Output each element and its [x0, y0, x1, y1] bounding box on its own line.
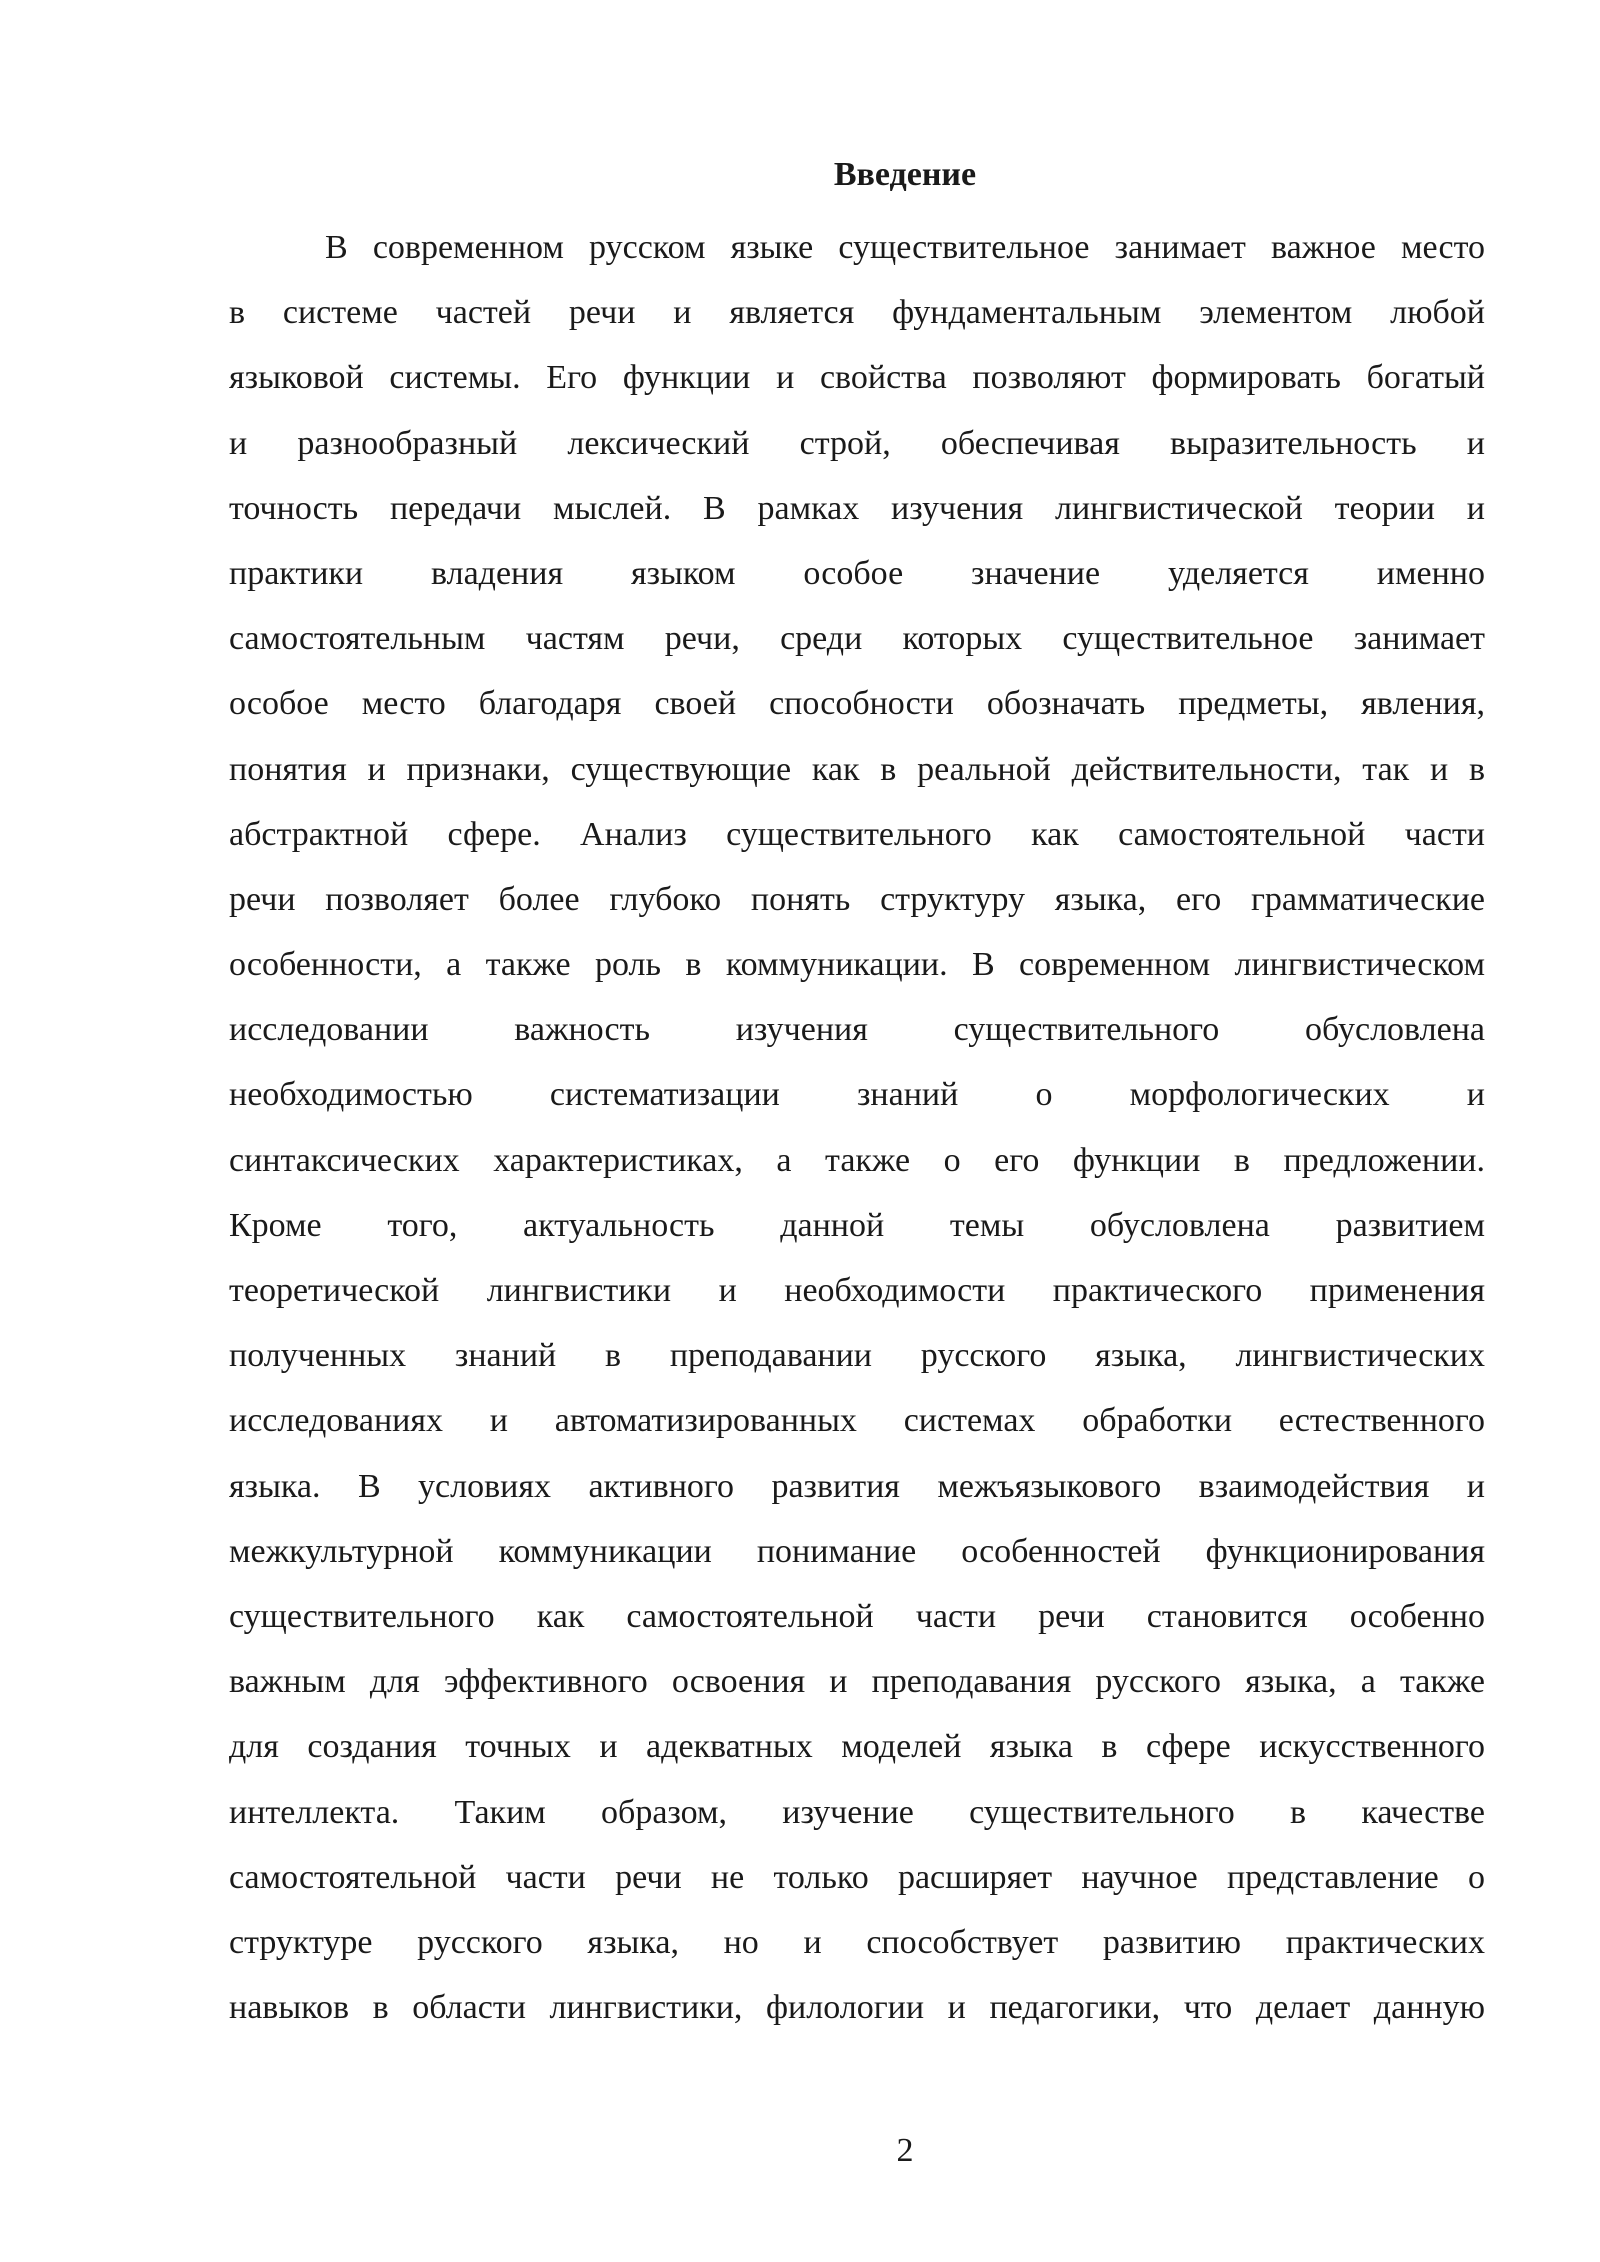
text-line: В современном русском языке существительное занимает важное место [325, 229, 1485, 266]
text-line: особенности, а также роль в коммуникации. В современном лингвистическом [229, 946, 1485, 984]
text-line: и разнообразный лексический строй, обеспечивая выразительность и [229, 424, 1485, 462]
text-line: самостоятельным частям речи, среди которых существительное занимает [229, 620, 1485, 658]
text-line: существительного как самостоятельной части речи становится особенно [229, 1597, 1485, 1635]
text-line: понятия и признаки, существующие как в реальной действительности, так и в [229, 750, 1485, 788]
text-line: в системе частей речи и является фундаментальным элементом любой [229, 294, 1485, 332]
text-line: структуре русского языка, но и способствует развитию практических [229, 1923, 1485, 1961]
text-line: исследованиях и автоматизированных системах обработки естественного [229, 1402, 1485, 1440]
text-line: необходимостью систематизации знаний о морфологических и [229, 1076, 1485, 1114]
text-line: исследовании важность изучения существительного обусловлена [229, 1011, 1485, 1049]
text-line: навыков в области лингвистики, филологии и педагогики, что делает данную [229, 1989, 1485, 2027]
text-line: интеллекта. Таким образом, изучение существительного в качестве [229, 1793, 1485, 1831]
text-line: полученных знаний в преподавании русского языка, лингвистических [229, 1337, 1485, 1375]
text-line: абстрактной сфере. Анализ существительного как самостоятельной части [229, 815, 1485, 853]
text-line: самостоятельной части речи не только расширяет научное представление о [229, 1858, 1485, 1896]
text-line: Кроме того, актуальность данной темы обусловлена развитием [229, 1206, 1485, 1244]
page-number: 2 [896, 2132, 914, 2169]
text-line: для создания точных и адекватных моделей языка в сфере искусственного [229, 1728, 1485, 1766]
text-line: языковой системы. Его функции и свойства позволяют формировать богатый [229, 359, 1485, 397]
section-heading: Введение [833, 156, 977, 193]
text-line: практики владения языком особое значение уделяется именно [229, 554, 1485, 592]
text-line: важным для эффективного освоения и преподавания русского языка, а также [229, 1663, 1485, 1701]
text-line: межкультурной коммуникации понимание особенностей функционирования [229, 1532, 1485, 1570]
text-line: особое место благодаря своей способности обозначать предметы, явления, [229, 685, 1485, 723]
body-paragraph [229, 215, 1485, 2040]
text-line: синтаксических характеристиках, а также о его функции в предложении. [229, 1141, 1485, 1179]
text-line: точность передачи мыслей. В рамках изучения лингвистической теории и [229, 489, 1485, 527]
text-line: речи позволяет более глубоко понять структуру языка, его грамматические [229, 880, 1485, 918]
text-line: языка. В условиях активного развития межъязыкового взаимодействия и [229, 1467, 1485, 1505]
text-line: теоретической лингвистики и необходимости практического применения [229, 1272, 1485, 1309]
